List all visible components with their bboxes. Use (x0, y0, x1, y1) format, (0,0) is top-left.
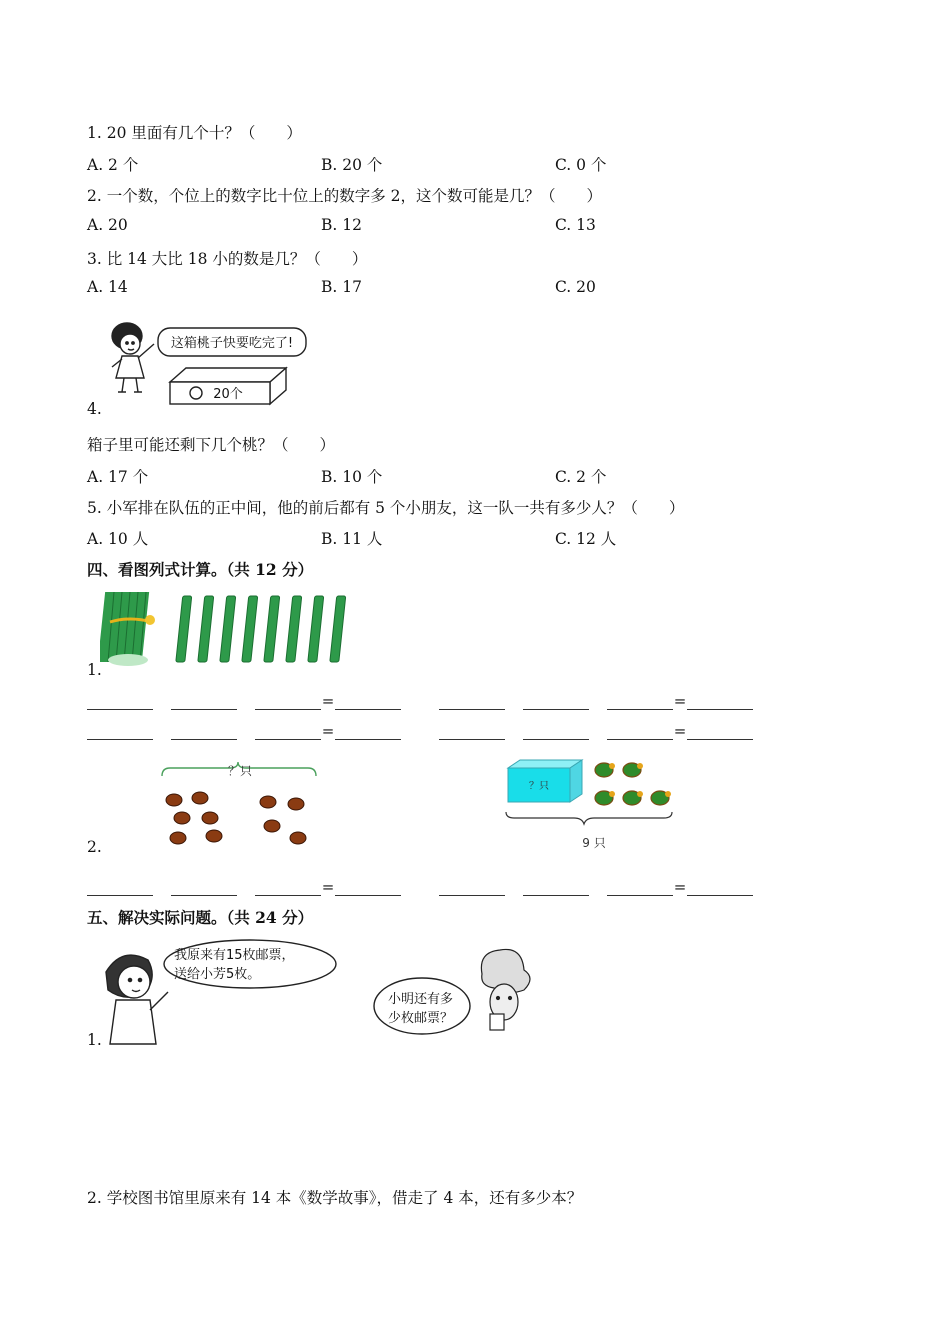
vegetable-bubble-line2: 少枚邮票？ (388, 1011, 454, 1026)
answer-blank[interactable] (687, 738, 753, 740)
answer-blank[interactable] (87, 894, 153, 896)
answer-row-6 (439, 878, 753, 896)
answer-blank[interactable] (255, 894, 321, 896)
q2-option-c: C. 13 (555, 216, 596, 234)
answer-blank[interactable] (607, 894, 673, 896)
total-label: 9 只 (582, 836, 606, 850)
boy-stamps-illustration (100, 938, 340, 1046)
answer-row-4 (439, 722, 753, 740)
q4-stem: 箱子里可能还剩下几个桃？（ ） (87, 436, 336, 454)
section5-q2: 2. 学校图书馆里原来有 14 本《数学故事》，借走了 4 本，还有多少本？ (87, 1189, 583, 1207)
answer-blank[interactable] (439, 708, 505, 710)
section4-title: 四、看图列式计算。（共 12 分） (87, 560, 314, 579)
answer-blank[interactable] (87, 708, 153, 710)
answer-blank[interactable] (171, 738, 237, 740)
q5-option-c: C. 12 人 (555, 530, 617, 548)
sticks-illustration (100, 584, 370, 670)
equals-sign: = (673, 722, 687, 740)
q4-option-a: A. 17 个 (87, 468, 149, 486)
answer-blank[interactable] (255, 708, 321, 710)
answer-blank[interactable] (171, 708, 237, 710)
answer-blank[interactable] (607, 708, 673, 710)
boy-bubble-line1: 我原来有15枚邮票， (174, 948, 295, 963)
q4-number: 4. (87, 400, 102, 418)
section4-q2-number: 2. (87, 838, 102, 856)
q5-option-b: B. 11 人 (321, 530, 383, 548)
equals-sign: = (321, 878, 335, 896)
boy-bubble-line2: 送给小芳5枚。 (174, 967, 261, 982)
q4-option-b: B. 10 个 (321, 468, 383, 486)
q5-stem: 5. 小军排在队伍的正中间，他的前后都有 5 个小朋友，这一队一共有多少人？（ ） (87, 499, 685, 517)
answer-blank[interactable] (523, 738, 589, 740)
ladybugs-brace-label: ？只 (227, 764, 253, 778)
q4-box-label: 20个 (213, 387, 243, 402)
answer-row-5 (87, 878, 401, 896)
equals-sign: = (321, 722, 335, 740)
q5-option-a: A. 10 人 (87, 530, 149, 548)
ladybugs-illustration (160, 762, 320, 852)
answer-blank[interactable] (439, 738, 505, 740)
vegetable-bubble-line1: 小明还有多 (388, 992, 454, 1007)
box-turtles-illustration (500, 756, 690, 852)
answer-blank[interactable] (335, 894, 401, 896)
girl-peach-box-illustration (100, 306, 310, 412)
vegetable-character-illustration (370, 944, 550, 1040)
section5-q1-number: 1. (87, 1031, 102, 1049)
answer-blank[interactable] (523, 708, 589, 710)
q2-stem: 2. 一个数，个位上的数字比十位上的数字多 2，这个数可能是几？（ ） (87, 187, 603, 205)
equals-sign: = (321, 692, 335, 710)
answer-blank[interactable] (171, 894, 237, 896)
q4-option-c: C. 2 个 (555, 468, 607, 486)
q3-option-b: B. 17 (321, 278, 362, 296)
q3-stem: 3. 比 14 大比 18 小的数是几？（ ） (87, 250, 368, 268)
answer-row-3 (87, 722, 401, 740)
answer-blank[interactable] (87, 738, 153, 740)
q1-option-b: B. 20 个 (321, 156, 383, 174)
equals-sign: = (673, 878, 687, 896)
q2-option-b: B. 12 (321, 216, 362, 234)
q3-option-a: A. 14 (87, 278, 128, 296)
answer-row-1 (87, 692, 401, 710)
answer-blank[interactable] (439, 894, 505, 896)
answer-blank[interactable] (687, 894, 753, 896)
equals-sign: = (673, 692, 687, 710)
q1-option-c: C. 0 个 (555, 156, 607, 174)
box-label: ？只 (529, 781, 549, 792)
q2-option-a: A. 20 (87, 216, 128, 234)
q1-stem: 1. 20 里面有几个十？（ ） (87, 124, 302, 142)
answer-blank[interactable] (523, 894, 589, 896)
q3-option-c: C. 20 (555, 278, 596, 296)
answer-blank[interactable] (687, 708, 753, 710)
answer-blank[interactable] (335, 708, 401, 710)
answer-blank[interactable] (335, 738, 401, 740)
q1-option-a: A. 2 个 (87, 156, 139, 174)
section5-title: 五、解决实际问题。（共 24 分） (87, 908, 314, 927)
q4-bubble-text: 这箱桃子快要吃完了! (170, 336, 294, 351)
answer-row-2 (439, 692, 753, 710)
answer-blank[interactable] (607, 738, 673, 740)
answer-blank[interactable] (255, 738, 321, 740)
section4-q1-number: 1. (87, 661, 102, 679)
